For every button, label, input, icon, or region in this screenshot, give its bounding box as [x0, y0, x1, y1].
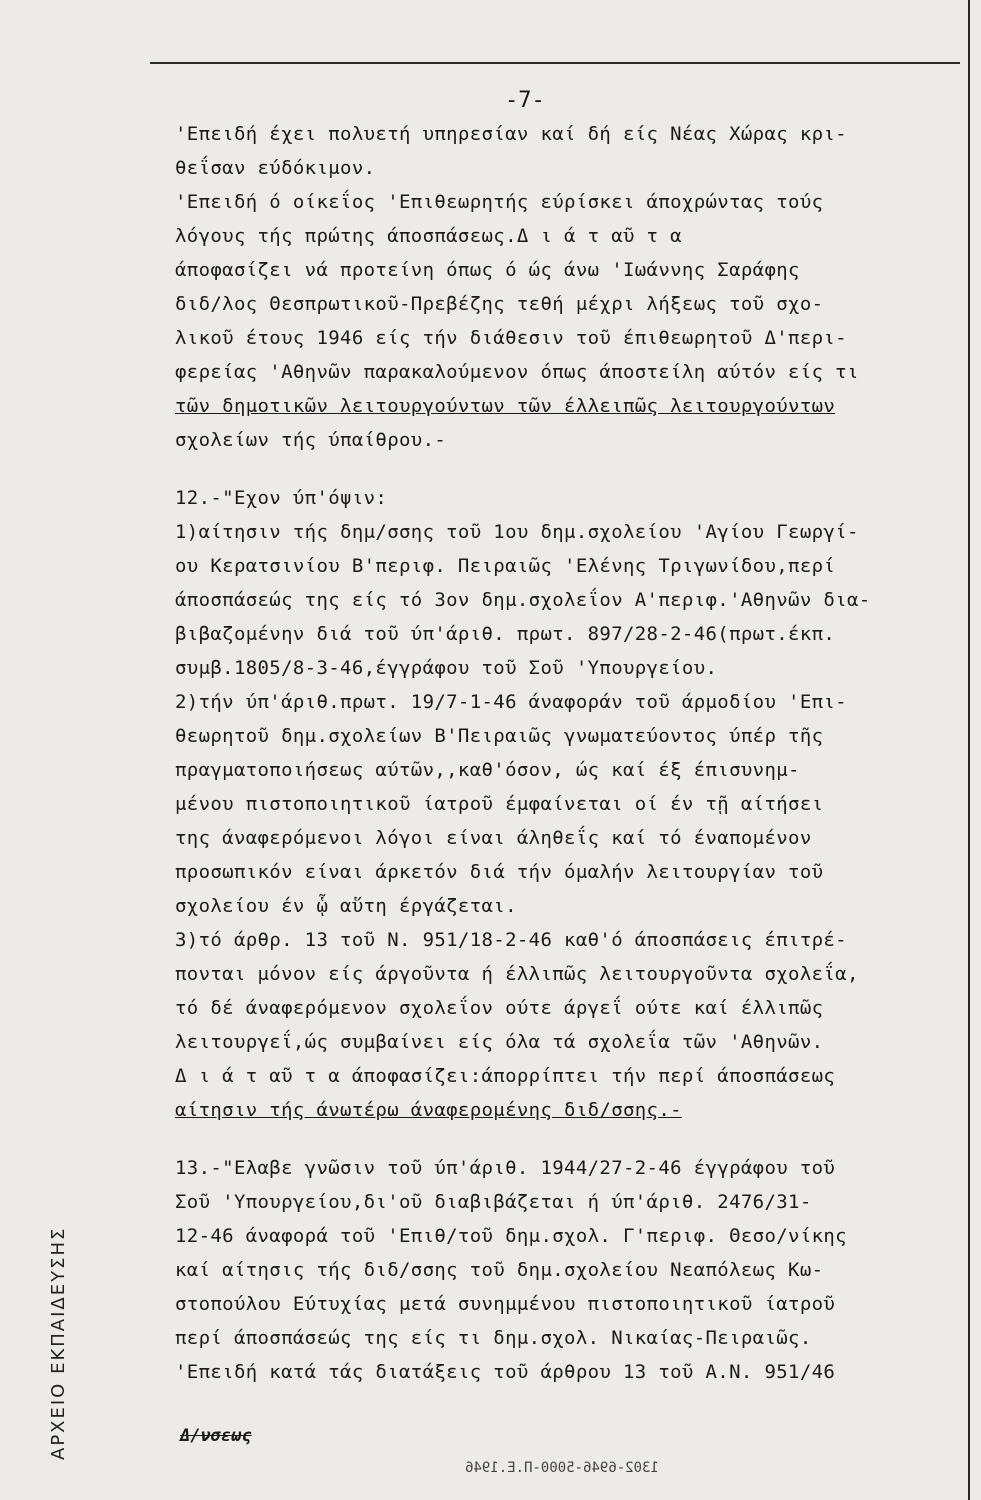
text-line: ου Κερατσινίου Β'περιφ. Πειραιῶς 'Ελένης Τριγωνίδου,περί [175, 555, 836, 577]
text-line: 1)αίτησιν τής δημ/σσης τοῦ 1ου δημ.σχολείου 'Αγίου Γεωργί- [175, 521, 859, 543]
right-border-line [968, 0, 970, 1500]
text-line: διδ/λος Θεσπρωτικοῦ-Πρεβέζης τεθή μέχρι λήξεως τοῦ σχο- [175, 293, 824, 315]
text-line: 2)τήν ύπ'άριθ.πρωτ. 19/7-1-46 άναφοράν τοῦ άρμοδίου 'Επι- [175, 691, 847, 713]
side-archive-text: ΑΡΧΕΙΟ ΕΚΠΑΙΔΕΥΣΗΣ [48, 1226, 69, 1460]
text-line: άποφασίζει νά προτείνη όπως ό ώς άνω 'Ιωάννης Σαράφης [175, 259, 800, 281]
text-line: 12-46 άναφορά τοῦ 'Επιθ/τοῦ δημ.σχολ. Γ'περιφ. Θεσο/νίκης [175, 1225, 847, 1247]
text-line: περί άποσπάσεώς της είς τι δημ.σχολ. Νικαίας-Πειραιῶς. [175, 1327, 812, 1349]
page-number: -7- [505, 88, 545, 113]
footer-print-mark: 1302-6946-5000-Π.Ε.1946 [465, 1460, 659, 1476]
paragraph-gap [175, 1127, 960, 1151]
text-line: 'Επειδή κατά τάς διατάξεις τοῦ άρθρου 13 τοῦ Α.Ν. 951/46 [175, 1361, 836, 1383]
text-line: Δ ι ά τ αῦ τ α άποφασίζει:άπορρίπτει τήν περί άποσπάσεως [175, 1065, 836, 1087]
text-line: 13.-"Ελαβε γνῶσιν τοῦ ύπ'άριθ. 1944/27-2-46 έγγράφου τοῦ [175, 1157, 836, 1179]
text-line: τό δέ άναφερόμενον σχολεΐον ούτε άργεΐ ούτε καί έλλιπῶς [175, 997, 824, 1019]
text-line: συμβ.1805/8-3-46,έγγράφου τοῦ Σοῦ 'Υπουργείου. [175, 657, 718, 679]
paragraph-gap [175, 457, 960, 481]
text-line: Σοῦ 'Υπουργείου,δι'οῦ διαβιβάζεται ή ύπ'άριθ. 2476/31- [175, 1191, 812, 1213]
text-line: προσωπικόν είναι άρκετόν διά τήν όμαλήν λειτουργίαν τοῦ [175, 861, 824, 883]
text-line: λόγους τής πρώτης άποσπάσεως.Δ ι ά τ αῦ τ α [175, 225, 682, 247]
text-line: καί αίτησις τής διδ/σσης τοῦ δημ.σχολείου Νεαπόλεως Κω- [175, 1259, 824, 1281]
document-body [175, 117, 960, 1389]
text-line: φερείας 'Αθηνῶν παρακαλούμενον όπως άποστείλη αύτόν είς τι [175, 361, 859, 383]
text-line: 'Επειδή ό οίκεΐος 'Επιθεωρητής εύρίσκει άποχρώντας τούς [175, 191, 824, 213]
text-line: μένου πιστοποιητικοῦ ίατροῦ έμφαίνεται οί έν τῇ αίτήσει [175, 793, 824, 815]
text-line: βιβαζομένην διά τοῦ ύπ'άριθ. πρωτ. 897/28-2-46(πρωτ.έκπ. [175, 623, 836, 645]
text-line: 3)τό άρθρ. 13 τοῦ Ν. 951/18-2-46 καθ'ό άποσπάσεις έπιτρέ- [175, 929, 847, 951]
text-line: 12.-"Εχον ύπ'όψιν: [175, 487, 388, 509]
text-line: πονται μόνον είς άργοῦντα ή έλλιπῶς λειτουργοῦντα σχολεΐα, [175, 963, 859, 985]
text-line: λειτουργεΐ,ώς συμβαίνει είς όλα τά σχολεΐα τῶν 'Αθηνῶν. [175, 1031, 824, 1053]
text-line: της άναφερόμενοι λόγοι είναι άληθεΐς καί τό έναπομένον [175, 827, 812, 849]
text-line: αίτησιν τής άνωτέρω άναφερομένης διδ/σσης.- [175, 1099, 682, 1121]
text-line: τῶν δημοτικῶν λειτουργούντων τῶν έλλειπῶς λειτουργούντων [175, 395, 836, 417]
text-line: λικοῦ έτους 1946 είς τήν διάθεσιν τοῦ έπιθεωρητοῦ Δ'περι- [175, 327, 847, 349]
text-line: στοπούλου Εύτυχίας μετά συνημμένου πιστοποιητικοῦ ίατροῦ [175, 1293, 836, 1315]
text-line: θεΐσαν εύδόκιμον. [175, 157, 376, 179]
text-line: άποσπάσεώς της είς τό 3ον δημ.σχολεΐον Α'περιφ.'Αθηνῶν δια- [175, 589, 871, 611]
footer-stamp: Δ/νσεως [180, 1426, 252, 1446]
text-line: πραγματοποιήσεως αύτῶν,,καθ'όσον, ώς καί έξ έπισυνημ- [175, 759, 800, 781]
text-line: 'Επειδή έχει πολυετή υπηρεσίαν καί δή είς Νέας Χώρας κρι- [175, 123, 847, 145]
text-line: σχολείων τής ύπαίθρου.- [175, 429, 447, 451]
text-line: θεωρητοῦ δημ.σχολείων Β'Πειραιῶς γνωματεύοντος ύπέρ τῆς [175, 725, 824, 747]
top-border-line [150, 62, 960, 64]
text-line: σχολείου έν ᾧ αὕτη έργάζεται. [175, 895, 517, 917]
